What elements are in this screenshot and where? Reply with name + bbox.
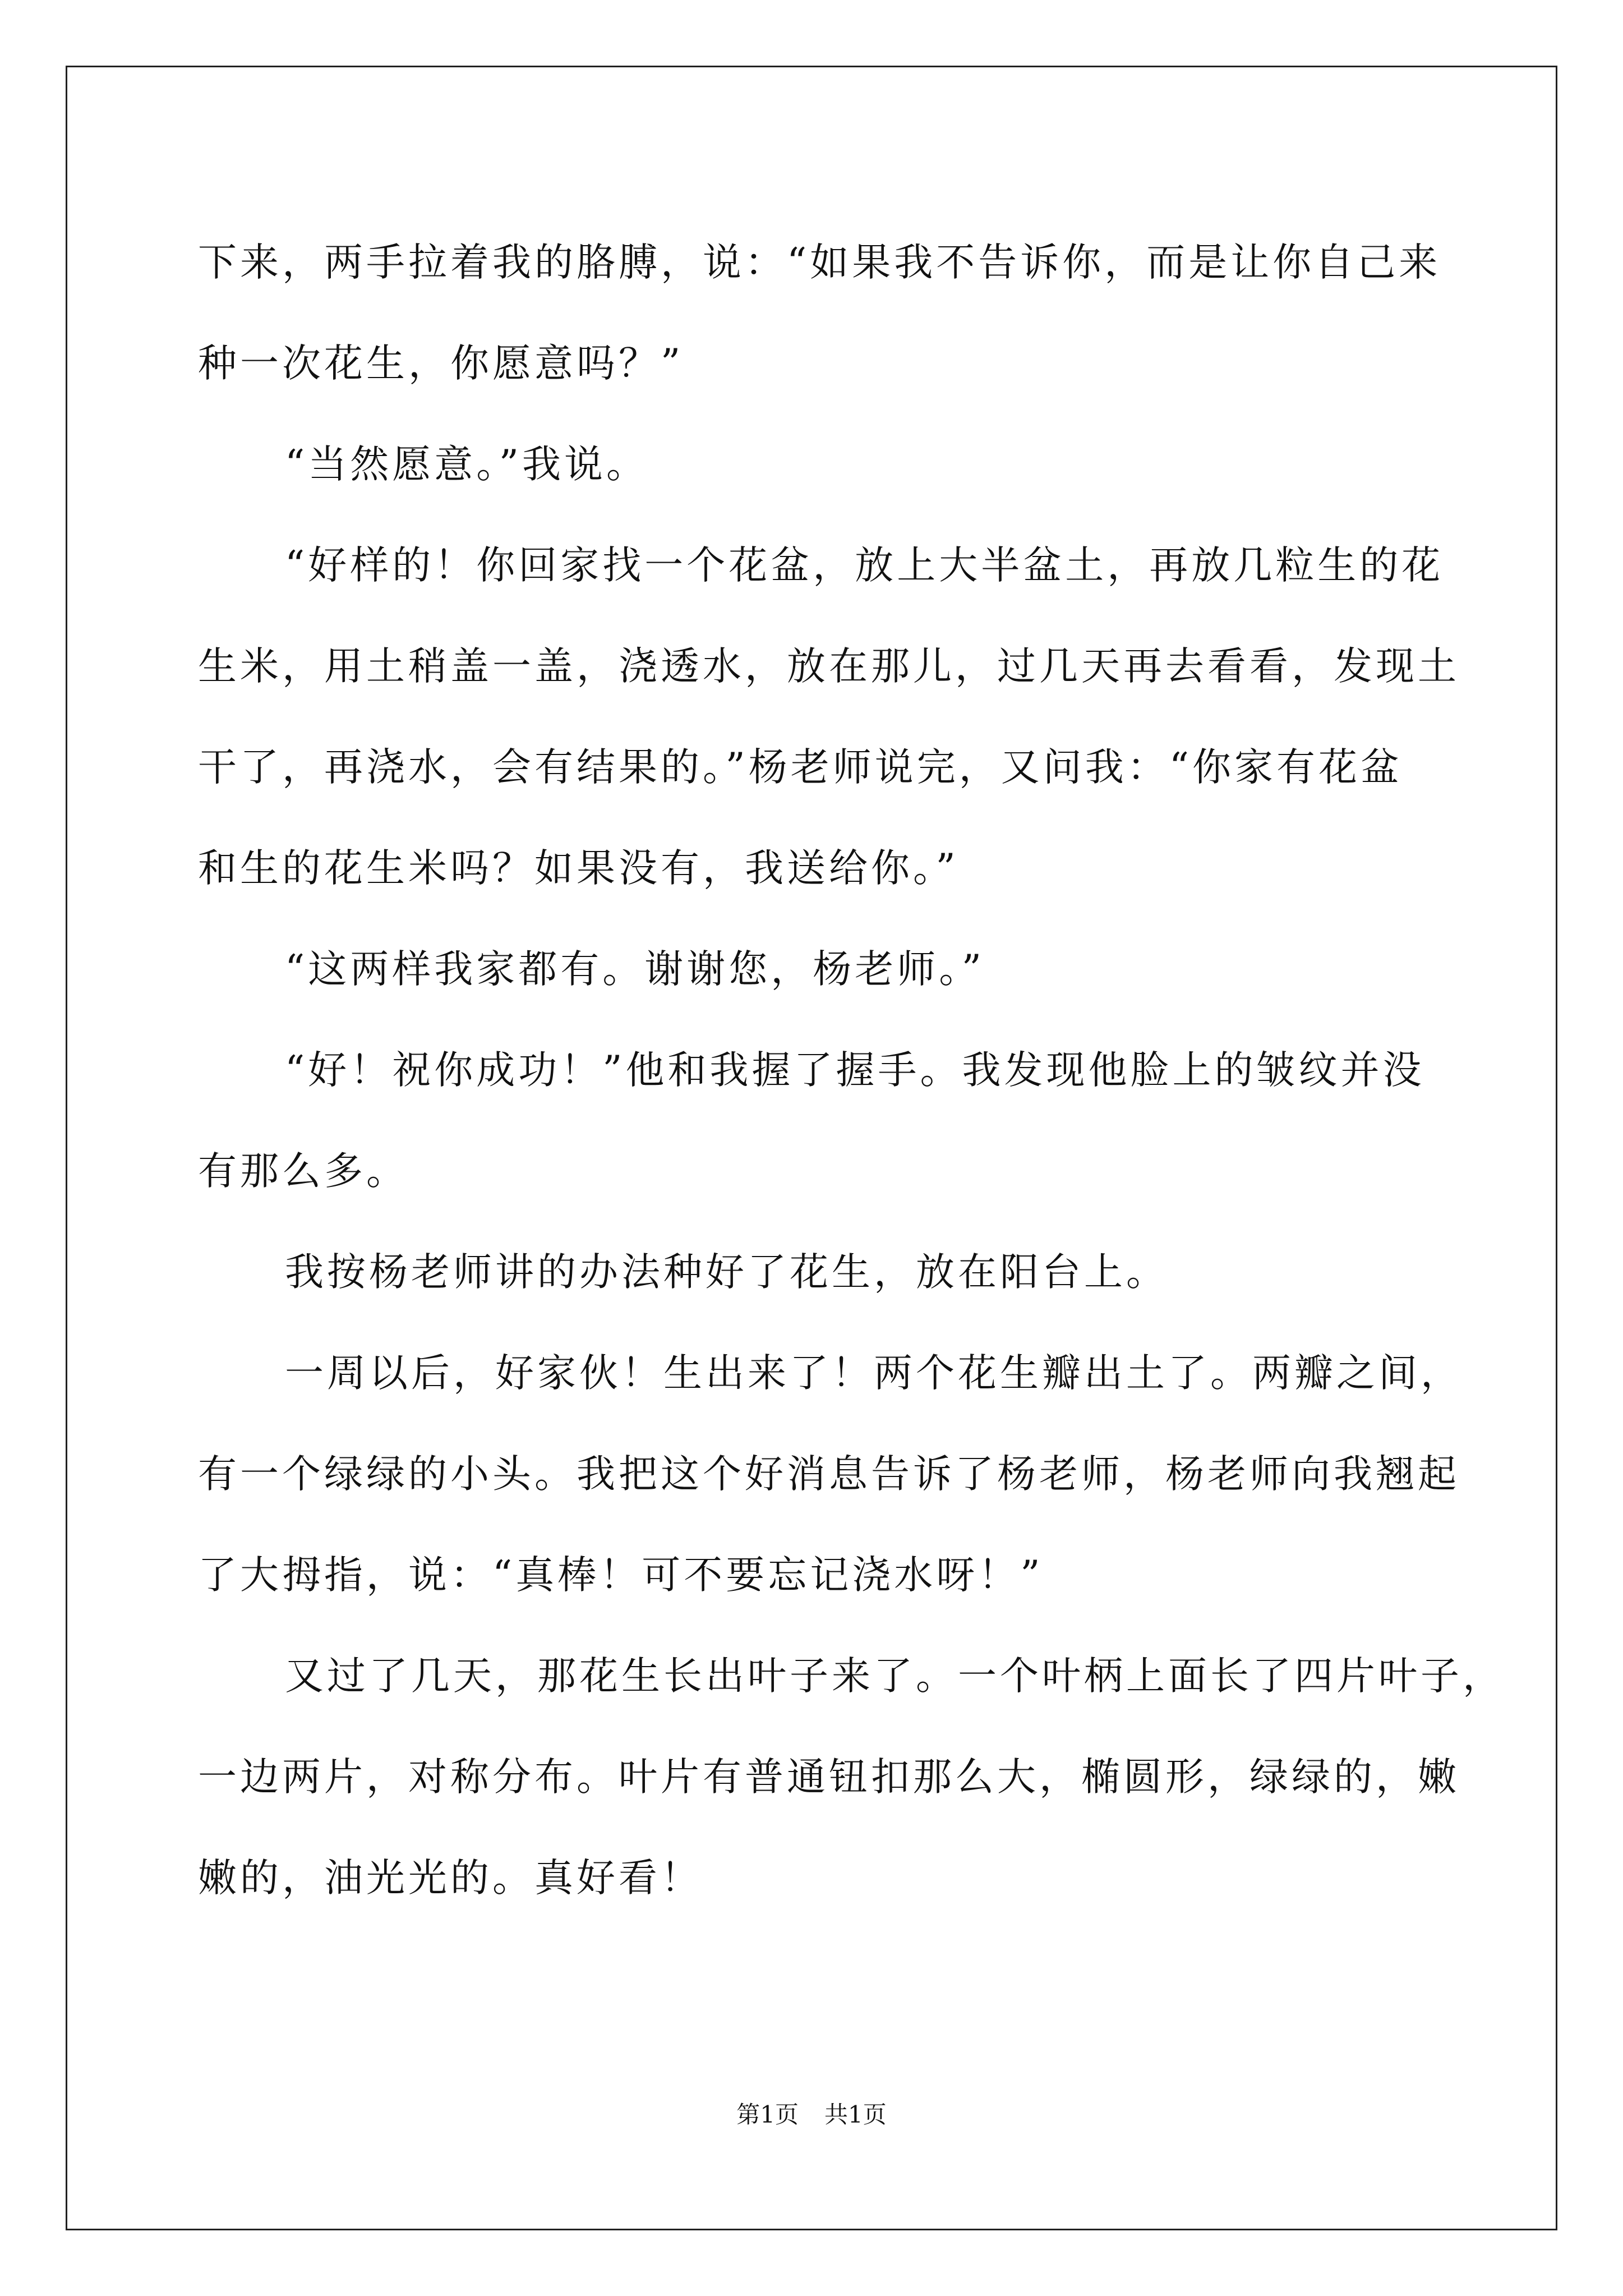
text-line: 嫩的，油光光的。真好看！: [198, 1856, 703, 1901]
text-line: 有那么多。: [198, 1149, 408, 1194]
text-line: 生米，用土稍盖一盖，浇透水，放在那儿，过几天再去看看，发现土: [198, 644, 1460, 689]
document-body: [198, 212, 1505, 1929]
text-line: 了大拇指，说：“真棒！可不要忘记浇水呀！”: [198, 1553, 1044, 1598]
text-line: 干了，再浇水，会有结果的。”杨老师说完，又问我：“你家有花盆: [198, 745, 1403, 790]
text-line: 我按杨老师讲的办法种好了花生，放在阳台上。: [285, 1250, 1168, 1295]
page-number-current: 第1页: [736, 2101, 799, 2128]
text-line: “这两样我家都有。谢谢您，杨老师。”: [285, 947, 985, 992]
text-line: 又过了几天，那花生长出叶子来了。一个叶柄上面长了四片叶子，: [285, 1654, 1505, 1699]
text-line: 下来，两手拉着我的胳膊，说：“如果我不告诉你，而是让你自己来: [198, 240, 1441, 285]
text-line: 有一个绿绿的小头。我把这个好消息告诉了杨老师，杨老师向我翘起: [198, 1452, 1460, 1497]
text-line: “当然愿意。”我说。: [285, 442, 649, 487]
page-number-total: 共1页: [824, 2101, 887, 2128]
text-line: “好！祝你成功！”他和我握了握手。我发现他脸上的皱纹并没: [285, 1048, 1425, 1093]
text-line: 一周以后，好家伙！生出来了！两个花生瓣出土了。两瓣之间，: [285, 1351, 1463, 1396]
text-line: 种一次花生，你愿意吗？”: [198, 341, 684, 386]
page-footer: [0, 2098, 1623, 2132]
text-line: 和生的花生米吗？如果没有，我送给你。”: [198, 846, 959, 891]
text-line: 一边两片，对称分布。叶片有普通钮扣那么大，椭圆形，绿绿的，嫩: [198, 1755, 1460, 1800]
text-line: “好样的！你回家找一个花盆，放上大半盆土，再放几粒生的花: [285, 543, 1444, 588]
